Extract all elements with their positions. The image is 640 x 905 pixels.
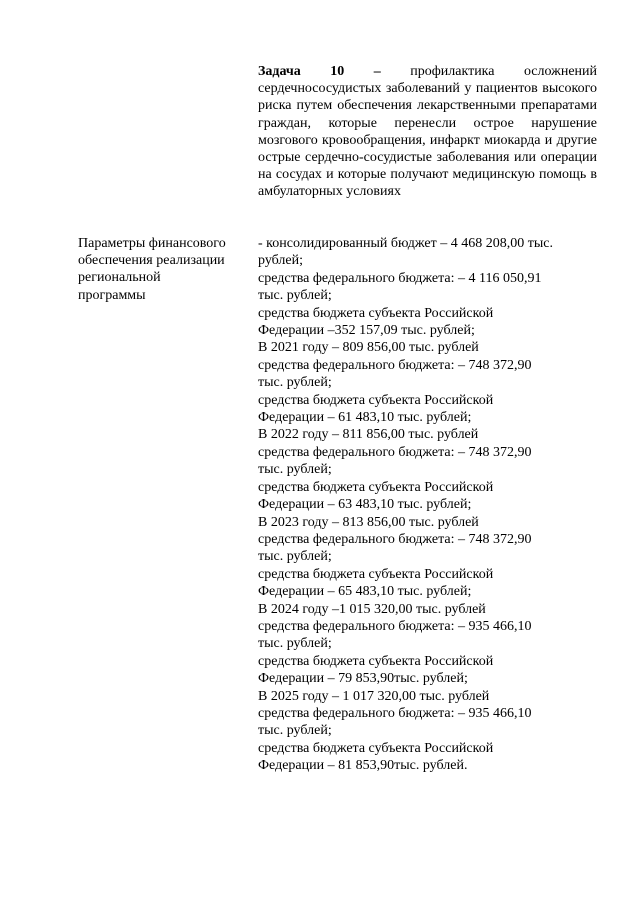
- funding-line: средства федерального бюджета: – 748 372,90: [258, 357, 532, 373]
- funding-line: - консолидированный бюджет – 4 468 208,00 тыс.: [258, 236, 553, 251]
- funding-line: Федерации – 63 483,10 тыс. рублей;: [258, 497, 472, 513]
- funding-line: средства бюджета субъекта Российской: [258, 392, 494, 408]
- funding-line: тыс. рублей;: [258, 462, 332, 478]
- task-heading: Задача 10 –: [258, 64, 381, 79]
- label-line: Параметры финансового: [78, 236, 226, 251]
- task-10-description: [258, 63, 597, 201]
- funding-line: средства бюджета субъекта Российской: [258, 740, 494, 756]
- label-line: региональной: [78, 270, 161, 286]
- funding-line: тыс. рублей;: [258, 375, 332, 391]
- financing-parameters-label: [78, 235, 250, 304]
- funding-line: В 2021 году – 809 856,00 тыс. рублей: [258, 340, 479, 356]
- funding-line: средства бюджета субъекта Российской: [258, 479, 494, 495]
- funding-line: средства федерального бюджета: – 935 466,10: [258, 618, 532, 634]
- funding-line: В 2023 году – 813 856,00 тыс. рублей: [258, 514, 479, 530]
- funding-line: Федерации – 81 853,90тыс. рублей.: [258, 758, 468, 774]
- funding-line: средства федерального бюджета: – 4 116 050,91: [258, 270, 542, 286]
- funding-line: Федерации –352 157,09 тыс. рублей;: [258, 323, 475, 339]
- label-line: обеспечения реализации: [78, 253, 225, 269]
- funding-line: В 2022 году – 811 856,00 тыс. рублей: [258, 427, 479, 443]
- funding-line: тыс. рублей;: [258, 723, 332, 739]
- funding-line: средства бюджета субъекта Российской: [258, 653, 494, 669]
- funding-line: средства бюджета субъекта Российской: [258, 566, 494, 582]
- label-line: программы: [78, 287, 146, 303]
- funding-line: В 2024 году –1 015 320,00 тыс. рублей: [258, 601, 486, 617]
- funding-line: В 2025 году – 1 017 320,00 тыс. рублей: [258, 688, 490, 704]
- financing-details: [258, 235, 598, 775]
- funding-line: Федерации – 79 853,90тыс. рублей;: [258, 671, 468, 687]
- funding-line: Федерации – 65 483,10 тыс. рублей;: [258, 584, 472, 600]
- funding-line: средства бюджета субъекта Российской: [258, 305, 494, 321]
- funding-line: Федерации – 61 483,10 тыс. рублей;: [258, 410, 472, 426]
- funding-line: тыс. рублей;: [258, 288, 332, 304]
- funding-line: средства федерального бюджета: – 748 372,90: [258, 444, 532, 460]
- funding-line: средства федерального бюджета: – 748 372,90: [258, 531, 532, 547]
- funding-line: тыс. рублей;: [258, 636, 332, 652]
- funding-line: средства федерального бюджета: – 935 466,10: [258, 705, 532, 721]
- task-text: профилактика осложнений сердечнососудистых заболеваний у пациентов высокого риска путем обеспечения лекарственными препаратами граждан, которые перенесли острое нарушение мозгового кровообращения, инфаркт миокарда и другие острые сердечно-сосудистые заболевания или операции на сосудах и которые получают медицинскую помощь в амбулаторных условиях: [258, 64, 598, 200]
- funding-line: тыс. рублей;: [258, 549, 332, 565]
- funding-line: рублей;: [258, 253, 303, 269]
